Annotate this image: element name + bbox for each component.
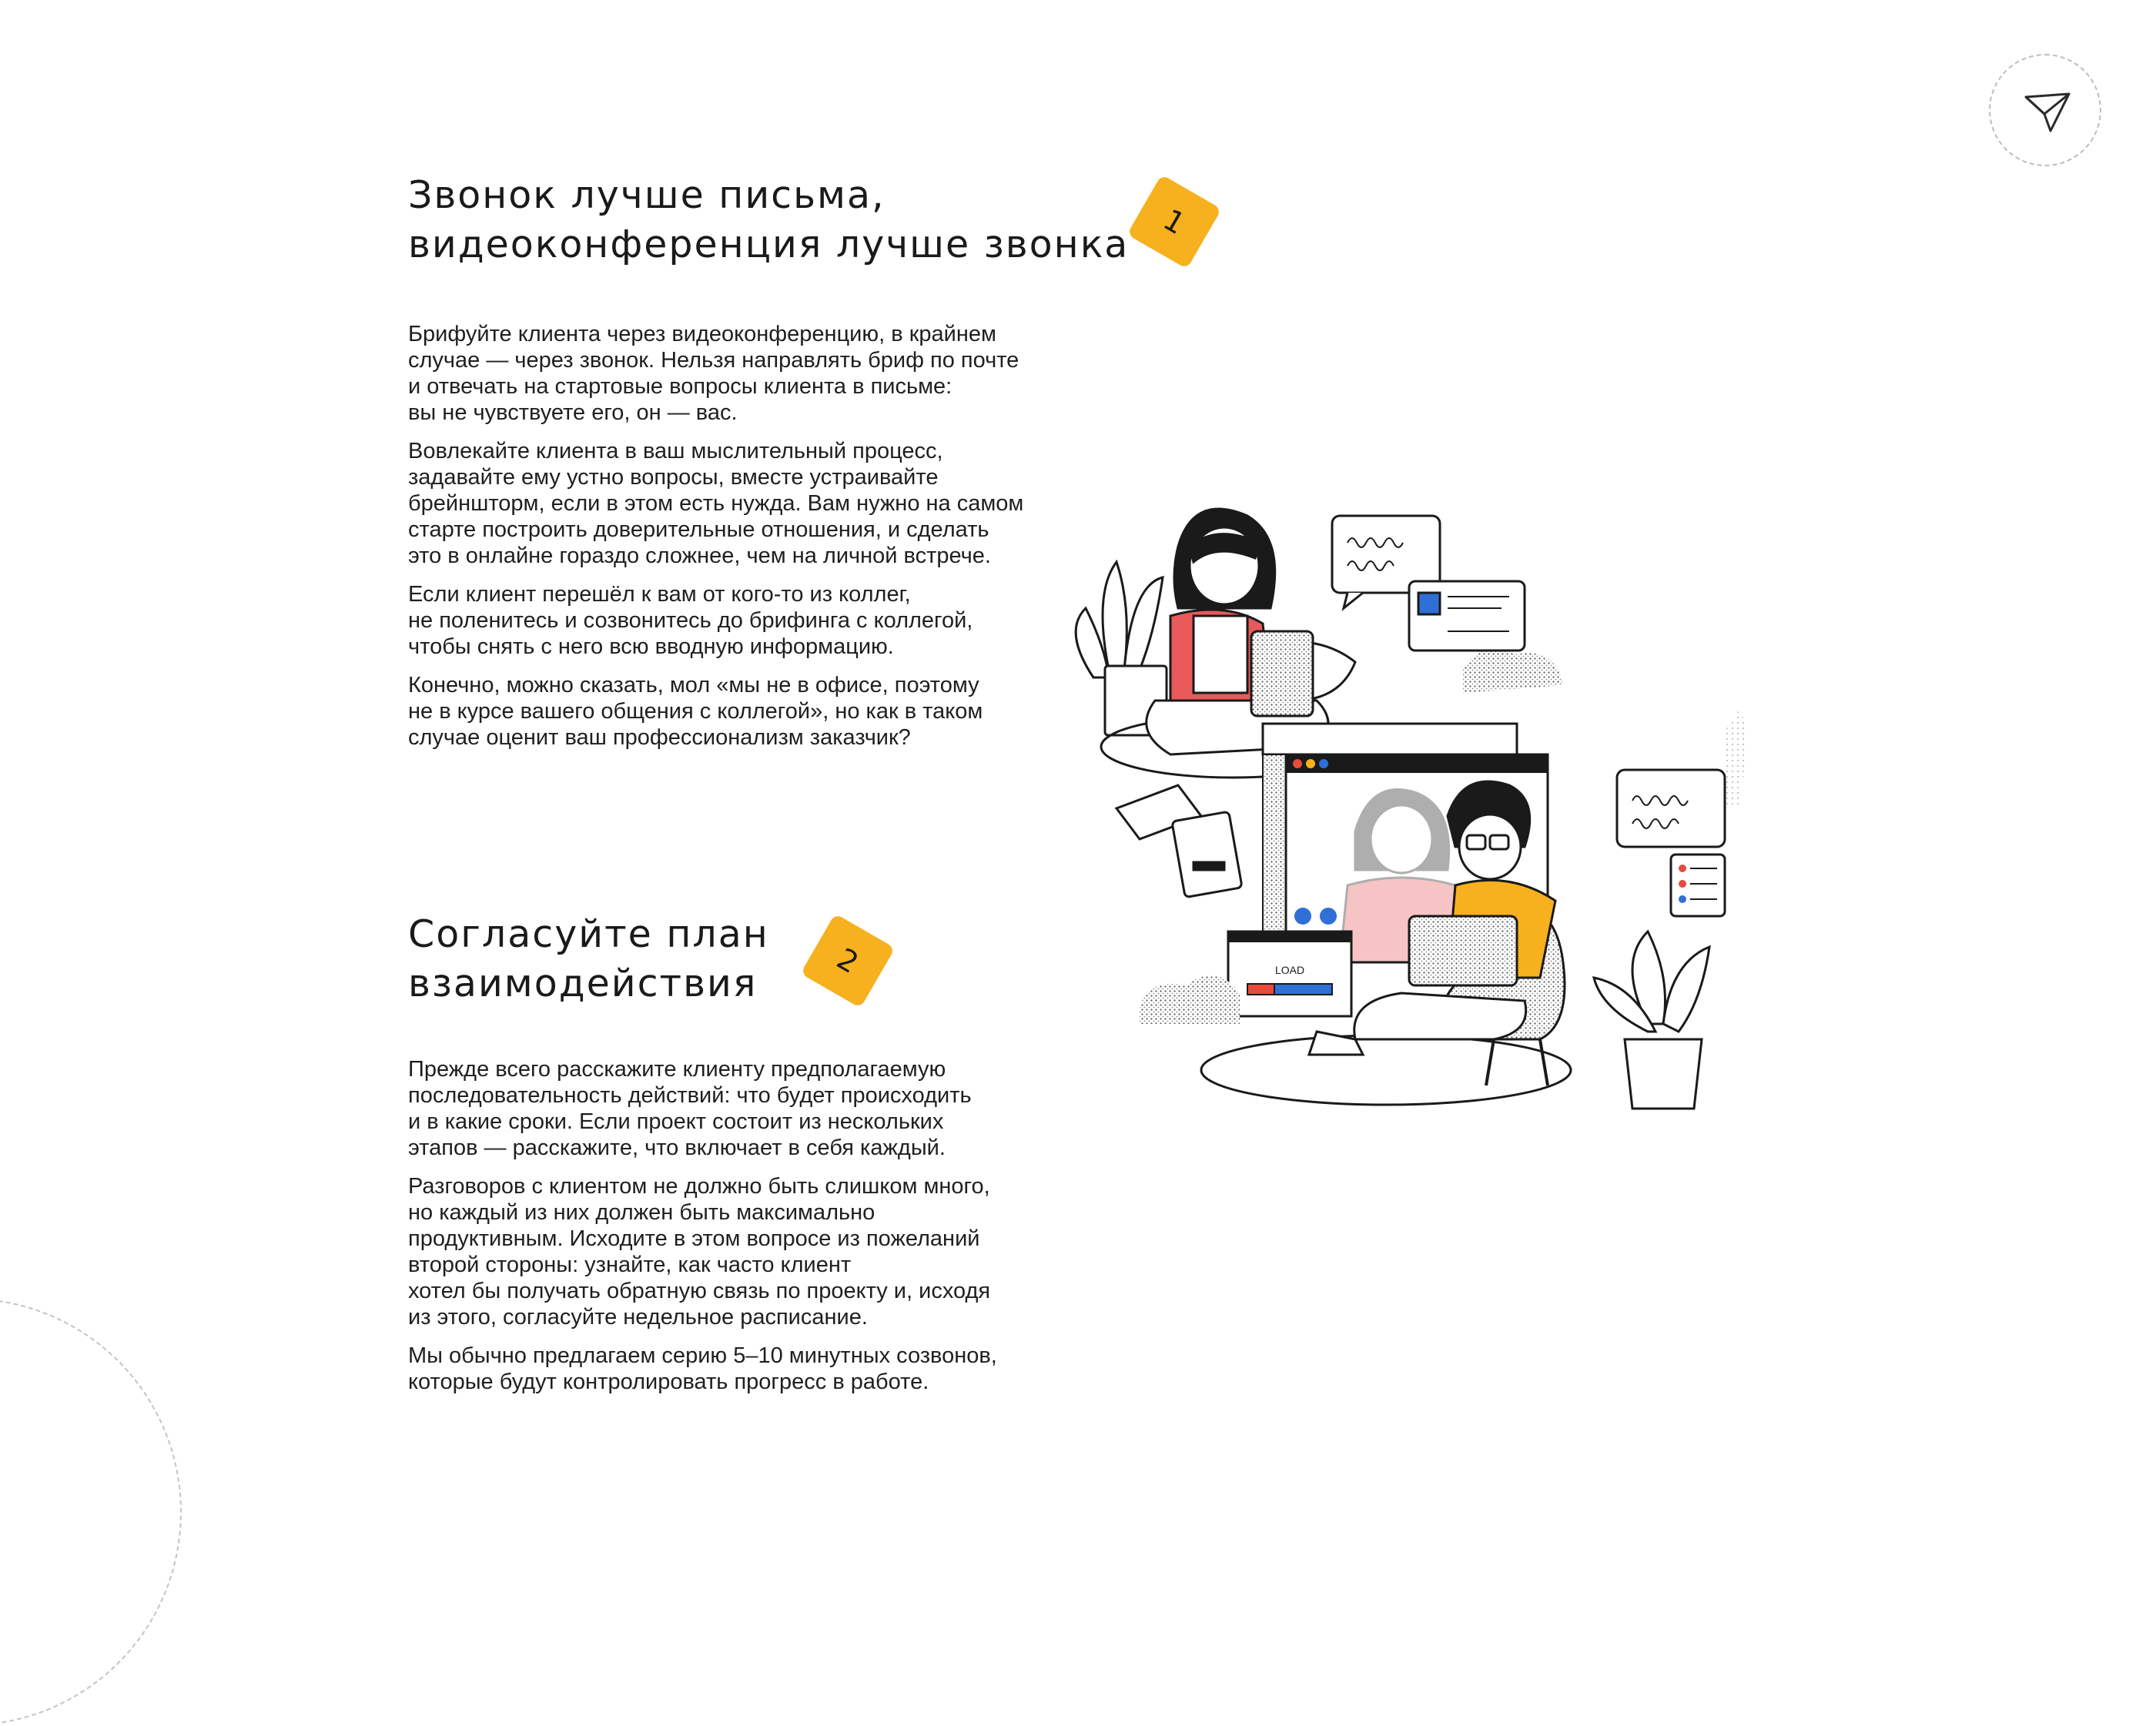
window-dot-yellow [1306, 759, 1315, 768]
section2-heading [408, 910, 769, 1009]
video-camera-icon [1320, 908, 1337, 925]
paper-plane-icon [2023, 91, 2072, 134]
section1-heading-line2: видеоконференция лучше звонка [408, 222, 1130, 266]
section1-heading-line1: Звонок лучше письма, [408, 173, 886, 217]
section2-badge-number: 2 [831, 941, 865, 981]
section2-paragraph: Разговоров с клиентом не должно быть слишком много, но каждый из них должен быть максимально продуктивным. Исходите в этом вопросе из пожеланий второй стороны: узнайте, как часто клиент хотел бы получать обратную связь по проекту и, исходя из этого, согласуйте недельное расписание. [408, 1174, 991, 1330]
logo-circle [1989, 54, 2101, 166]
girl-figure [1147, 509, 1328, 754]
load-widget [1228, 932, 1351, 1016]
section1-paragraph: Вовлекайте клиента в ваш мыслительный процесс, задавайте ему устно вопросы, вместе устраивайте брейншторм, если в этом есть нужда. Вам нужно на самом старте построить доверительные отношения, и сделать это в онлайне гораздо сложнее, чем на личной встрече. [408, 439, 1024, 568]
section1-badge-number: 1 [1157, 202, 1191, 242]
video-conference-illustration [1063, 500, 1756, 1116]
section2-body [408, 1056, 1086, 1407]
section2-heading-line2: взаимодействия [408, 962, 758, 1005]
profile-card [1409, 581, 1525, 651]
window-dot-red [1293, 759, 1302, 768]
stippled-arrow [1725, 708, 1748, 808]
decorative-arc [0, 1298, 182, 1726]
checklist-card [1671, 855, 1725, 916]
section1-body [408, 321, 1086, 763]
section2-paragraph: Прежде всего расскажите клиенту предполагаемую последовательность действий: что будет происходить и в какие сроки. Если проект состоит из нескольких этапов — расскажите, что включает в себя каждый. [408, 1057, 972, 1160]
books [1116, 785, 1242, 898]
section1-paragraph: Если клиент перешёл к вам от кого-то из коллег, не поленитесь и созвонитесь до брифинга с коллегой, чтобы снять с него всю вводную информацию. [408, 582, 973, 659]
section2-paragraph: Мы обычно предлагаем серию 5–10 минутных созвонов, которые будут контролировать прогресс в работе. [408, 1343, 997, 1394]
section2-heading-line1: Согласуйте план [408, 912, 769, 956]
section1-number-badge [1127, 175, 1222, 269]
section1-paragraph: Конечно, можно сказать, мол «мы не в офисе, поэтому не в курсе вашего общения с коллегой», но как в таком случае оценит ваш профессионализм заказчик? [408, 673, 983, 750]
plant-right [1594, 932, 1709, 1109]
rug-boy [1201, 1035, 1571, 1105]
section2-number-badge [801, 914, 896, 1009]
section1-paragraph: Брифуйте клиента через видеоконференцию, в крайнем случае — через звонок. Нельзя направлять бриф по почте и отвечать на стартовые вопросы клиента в письме: вы не чувствуете его, он — вас. [408, 322, 1019, 425]
stippled-cloud [1463, 649, 1563, 693]
chat-bubble-right [1617, 770, 1725, 847]
section1-heading [408, 171, 1129, 269]
load-label: LOAD [1274, 964, 1305, 976]
stippled-cloud [1140, 975, 1240, 1024]
call-control-icon [1294, 908, 1311, 925]
browser-window-back [1263, 724, 1517, 754]
window-dot-blue [1319, 759, 1328, 768]
